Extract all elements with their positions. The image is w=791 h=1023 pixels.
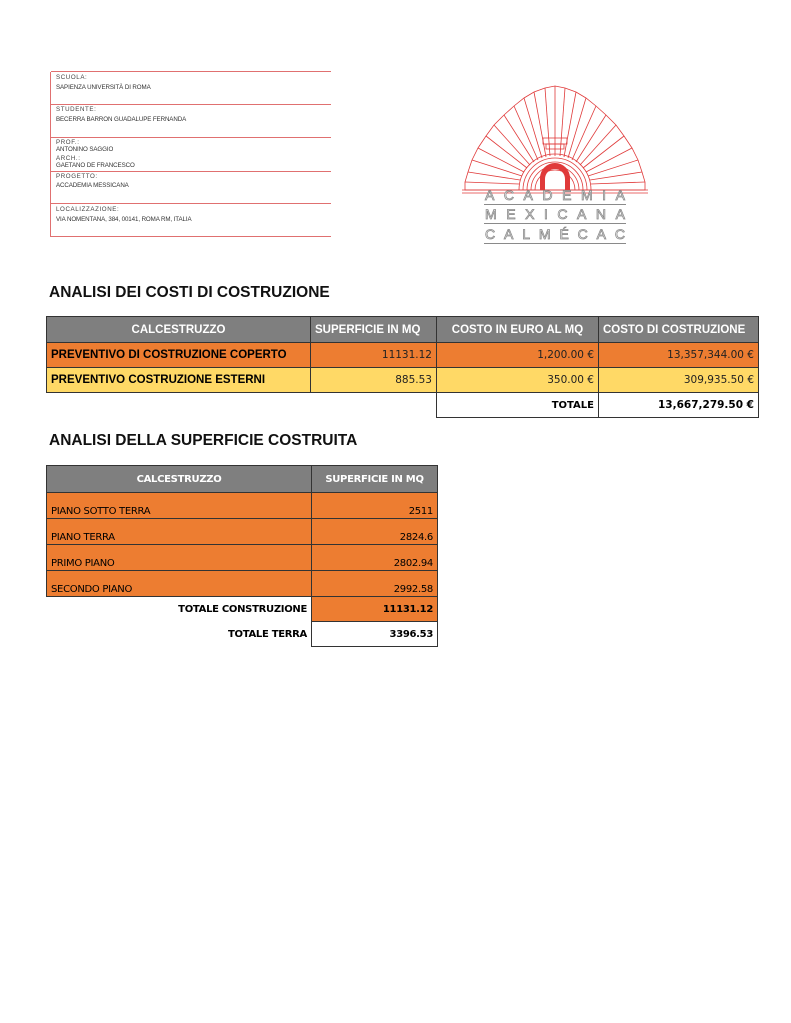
logo-letter: A	[615, 187, 625, 203]
info-label: STUDENTE:	[56, 106, 97, 113]
area-cell: 11131.12	[311, 343, 437, 368]
logo-letter: E	[562, 187, 572, 203]
logo-letter: I	[543, 206, 548, 222]
logo-letter: C	[614, 226, 625, 242]
logo-letter: C	[577, 226, 588, 242]
divider	[51, 236, 331, 237]
row-value: 2802.94	[312, 545, 438, 571]
row-label: PRIMO PIANO	[47, 545, 312, 571]
logo-rule	[484, 243, 626, 244]
column-header: SUPERFICIE IN MQ	[311, 317, 437, 343]
info-professor	[56, 139, 135, 169]
table-row	[47, 493, 438, 519]
divider	[51, 104, 331, 105]
divider	[51, 71, 331, 72]
info-location	[56, 206, 192, 223]
total-ground-value: 3396.53	[312, 622, 438, 647]
row-label: PREVENTIVO DI COSTRUZIONE COPERTO	[47, 343, 311, 368]
info-value: SAPIENZA UNIVERSITÀ DI ROMA	[56, 84, 151, 91]
logo-text-mexicana	[485, 206, 625, 222]
divider	[51, 137, 331, 138]
logo-letter: A	[615, 206, 625, 222]
logo-letter: É	[559, 226, 569, 242]
logo-letter: N	[595, 206, 607, 222]
total-construction-row	[47, 597, 438, 622]
logo-letter: E	[506, 206, 516, 222]
logo-letter: M	[485, 206, 497, 222]
unit-cost-cell: 350.00 €	[437, 368, 599, 393]
column-header: COSTO IN EURO AL MQ	[437, 317, 599, 343]
row-label: SECONDO PIANO	[47, 571, 312, 597]
logo-rule	[484, 204, 626, 205]
total-ground-label: TOTALE TERRA	[47, 622, 312, 647]
info-value: BECERRA BARRON GUADALUPE FERNANDA	[56, 116, 187, 123]
column-header: CALCESTRUZZO	[47, 466, 312, 493]
total-construction-value: 11131.12	[312, 597, 438, 622]
info-student	[56, 106, 186, 123]
logo-letter: C	[485, 226, 496, 242]
logo-letter: A	[577, 206, 587, 222]
row-value: 2992.58	[312, 571, 438, 597]
logo-rule	[484, 223, 626, 224]
logo-letter: C	[557, 206, 568, 222]
row-label: PIANO TERRA	[47, 519, 312, 545]
total-row	[47, 393, 759, 418]
info-value: ACCADEMIA MESSICANA	[56, 182, 129, 189]
costs-section-title: ANALISI DEI COSTI DI COSTRUZIONE	[49, 284, 330, 301]
divider	[51, 171, 331, 172]
row-label: PREVENTIVO COSTRUZIONE ESTERNI	[47, 368, 311, 393]
info-value: ANTONINO SAGGIO	[56, 146, 114, 153]
column-header: COSTO DI COSTRUZIONE	[599, 317, 759, 343]
empty-cell	[47, 393, 311, 418]
logo-letter: X	[525, 206, 535, 222]
info-project	[56, 173, 129, 189]
info-value: VIA NOMENTANA, 384, 00141, ROMA RM, ITALIA	[56, 216, 192, 223]
empty-cell	[311, 393, 437, 418]
total-construction-label: TOTALE CONSTRUZIONE	[47, 597, 312, 622]
info-label: LOCALIZZAZIONE:	[56, 206, 120, 213]
logo-letter: M	[580, 187, 593, 203]
logo-text-academia	[485, 187, 625, 203]
info-school	[56, 74, 151, 91]
row-value: 2511	[312, 493, 438, 519]
total-label: TOTALE	[437, 393, 599, 418]
table-row	[47, 368, 759, 393]
total-ground-row	[47, 622, 438, 647]
table-row	[47, 519, 438, 545]
table-row	[47, 343, 759, 368]
logo-letter: A	[504, 226, 514, 242]
logo-letter: A	[523, 187, 533, 203]
info-label: PROF.:	[56, 139, 80, 146]
info-value: GAETANO DE FRANCESCO	[56, 162, 135, 169]
unit-cost-cell: 1,200.00 €	[437, 343, 599, 368]
logo-letter: I	[602, 187, 607, 203]
info-label: PROGETTO:	[56, 173, 98, 180]
area-cell: 885.53	[311, 368, 437, 393]
costs-table	[46, 316, 759, 418]
divider	[51, 203, 331, 204]
logo-letter: C	[503, 187, 514, 203]
table-row	[47, 545, 438, 571]
table-header-row	[47, 466, 438, 493]
logo-text-calmecac	[485, 226, 625, 242]
info-label: SCUOLA:	[56, 74, 88, 81]
surface-section-title: ANALISI DELLA SUPERFICIE COSTRUITA	[49, 432, 358, 449]
info-label: ARCH.:	[56, 155, 81, 162]
table-header-row	[47, 317, 759, 343]
column-header: SUPERFICIE IN MQ	[312, 466, 438, 493]
column-header: CALCESTRUZZO	[47, 317, 311, 343]
total-cost-cell: 13,357,344.00 €	[599, 343, 759, 368]
row-label: PIANO SOTTO TERRA	[47, 493, 312, 519]
logo-letter: A	[596, 226, 606, 242]
total-value: 13,667,279.50 €	[599, 393, 759, 418]
row-value: 2824.6	[312, 519, 438, 545]
table-row	[47, 571, 438, 597]
logo-letter: A	[485, 187, 495, 203]
logo-letter: D	[542, 187, 553, 203]
logo-letter: M	[538, 226, 551, 242]
total-cost-cell: 309,935.50 €	[599, 368, 759, 393]
logo-letter: L	[522, 226, 531, 242]
surface-table	[46, 465, 438, 647]
project-info-box	[50, 72, 331, 237]
